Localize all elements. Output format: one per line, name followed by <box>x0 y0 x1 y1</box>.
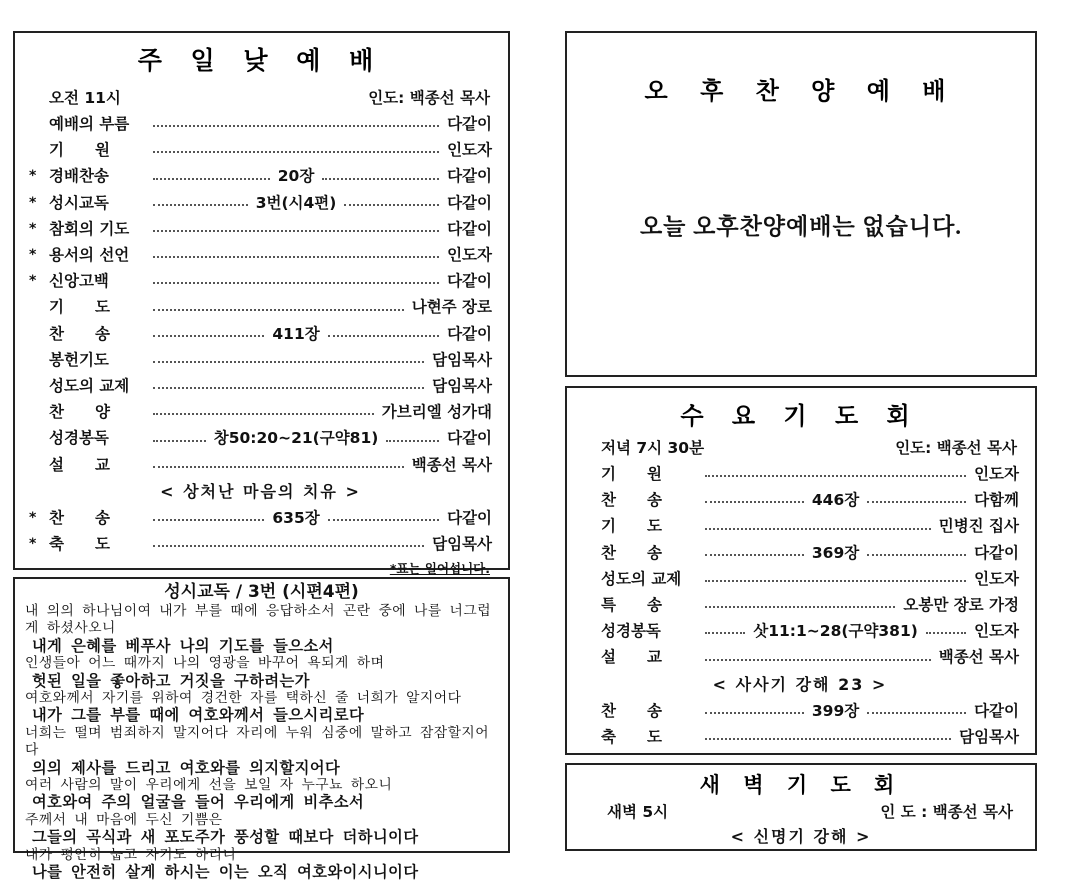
dawn-prayer-time: 새벽 5시 <box>607 803 669 821</box>
order-item-label: 기 도 <box>601 517 662 536</box>
stand-asterisk: * <box>29 194 37 211</box>
order-item-label: 성경봉독 <box>601 622 661 641</box>
order-row <box>29 321 492 347</box>
order-item-person: 인도자 <box>974 465 1019 483</box>
order-item-label: 찬 송 <box>601 543 662 562</box>
order-row <box>581 724 1019 750</box>
reading-line: 인생들아 어느 때까지 나의 영광을 바꾸어 욕되게 하며 <box>25 655 385 672</box>
sunday-worship-title: 주 일 낮 예 배 <box>137 46 384 75</box>
order-item-person: 다같이 <box>447 167 492 186</box>
order-item-person: 다같이 <box>447 324 492 343</box>
order-item-person: 민병진 집사 <box>938 517 1019 536</box>
dotted-leader <box>705 580 966 582</box>
order-row <box>581 487 1019 513</box>
order-item-person: 다같이 <box>447 272 492 291</box>
order-item-label: 찬 송 <box>601 701 662 720</box>
order-item-person: 다같이 <box>974 701 1019 720</box>
wednesday-prayer-title: 수 요 기 도 회 <box>680 402 920 430</box>
order-item-person: 다같이 <box>447 115 492 133</box>
order-item-person: 다같이 <box>447 193 492 212</box>
reading-line: 여호와께서 자기를 위하여 경건한 자를 택하신 줄 너희가 알지어다 <box>25 690 462 707</box>
reading-line: 내가 그를 부를 때에 여호와께서 들으시리로다 <box>32 706 365 725</box>
order-item-label: 설 교 <box>49 455 110 474</box>
wednesday-prayer-leader: 인도: 백종선 목사 <box>895 439 1017 457</box>
order-item-person: 다같이 <box>447 429 493 448</box>
stand-asterisk: * <box>29 509 37 526</box>
order-row <box>29 347 492 373</box>
order-item-label: 기 원 <box>49 141 110 160</box>
responsive-reading-title: 성시교독 / 3번 (시편4편) <box>164 582 359 602</box>
order-item-label: 찬 양 <box>49 403 110 422</box>
order-item-person: 인도자 <box>447 141 492 160</box>
reading-line: 그들의 곡식과 새 포도주가 풍성할 때보다 더하니이다 <box>32 828 419 847</box>
order-row <box>581 566 1019 592</box>
sunday-worship-header-row <box>29 85 492 111</box>
order-item-label: 용서의 선언 <box>49 246 130 265</box>
sermon-title-line: < 사사기 강해 23 > <box>712 674 888 694</box>
wednesday-prayer-time: 저녁 7시 30분 <box>601 439 705 457</box>
dotted-leader <box>705 606 895 608</box>
dotted-leader <box>867 554 966 556</box>
order-item-label: 성도의 교제 <box>49 377 130 396</box>
order-item-label: 성경봉독 <box>49 429 109 448</box>
dotted-leader <box>153 466 404 468</box>
dotted-leader <box>153 204 248 206</box>
reading-line: 너희는 떨며 범죄하지 말지어다 자리에 누워 심중에 말하고 잠잠할지어다 <box>25 724 490 759</box>
dotted-leader <box>153 545 424 547</box>
order-row <box>29 268 492 294</box>
dotted-leader <box>153 151 439 153</box>
dotted-leader <box>705 712 804 714</box>
order-row <box>29 137 492 163</box>
wednesday-prayer-header-row <box>581 435 1019 461</box>
responsive-reading-lines <box>25 603 498 882</box>
dotted-leader <box>153 413 374 415</box>
order-item-person: 다같이 <box>974 543 1019 562</box>
order-item-person: 담임목사 <box>432 377 492 396</box>
wednesday-prayer-panel <box>565 386 1037 755</box>
order-row <box>581 540 1019 566</box>
order-row <box>29 111 492 137</box>
order-item-detail: 삿11:1~28(구약381) <box>753 622 918 641</box>
dotted-leader <box>328 519 439 521</box>
wednesday-prayer-order-list <box>581 461 1019 750</box>
dotted-leader <box>153 309 404 311</box>
dotted-leader <box>867 712 966 714</box>
dotted-leader <box>386 440 439 442</box>
order-item-detail: 369장 <box>811 543 860 562</box>
dawn-prayer-header-row <box>583 800 1019 824</box>
order-item-label: 찬 송 <box>601 491 662 510</box>
order-item-label: 신앙고백 <box>49 272 109 291</box>
order-row <box>29 373 492 399</box>
dotted-leader <box>344 204 439 206</box>
order-item-person: 다같이 <box>447 508 492 527</box>
dotted-leader <box>153 178 270 180</box>
afternoon-worship-panel <box>565 31 1037 377</box>
dotted-leader <box>153 519 264 521</box>
order-item-label: 참회의 기도 <box>49 219 130 238</box>
reading-line: 주께서 내 마음에 두신 기쁨은 <box>25 811 223 828</box>
order-item-detail: 411장 <box>272 324 320 343</box>
dotted-leader <box>705 738 951 740</box>
reading-line: 내게 은혜를 베푸사 나의 기도를 들으소서 <box>32 636 334 655</box>
order-item-label: 설 교 <box>601 648 662 667</box>
dotted-leader <box>153 282 439 284</box>
dawn-prayer-leader: 인 도 : 백종선 목사 <box>880 803 1013 821</box>
dotted-leader <box>153 335 264 337</box>
dotted-leader <box>705 659 931 661</box>
dotted-leader <box>705 501 804 503</box>
reading-line: 내가 평안히 눕고 자기도 하리니 <box>25 846 237 863</box>
order-item-label: 경배찬송 <box>49 167 109 186</box>
order-row <box>29 190 492 216</box>
order-item-person: 인도자 <box>974 622 1020 641</box>
order-row <box>29 163 492 189</box>
sunday-worship-time: 오전 11시 <box>49 89 121 107</box>
stand-asterisk: * <box>29 536 37 553</box>
dotted-leader <box>153 125 439 127</box>
stand-asterisk: * <box>29 168 37 185</box>
reading-line: 여러 사람의 말이 우리에게 선을 보일 자 누구뇨 하오니 <box>25 777 393 794</box>
dotted-leader <box>153 440 206 442</box>
reading-line: 내 의의 하나님이여 내가 부를 때에 응답하소서 곤란 중에 나를 너그럽게 하셨사오니 <box>25 603 492 637</box>
dotted-leader <box>153 361 424 363</box>
order-item-label: 성시교독 <box>49 193 109 212</box>
sermon-title-line: < 상처난 마음의 치유 > <box>160 481 361 501</box>
order-row <box>29 399 492 425</box>
order-item-person: 담임목사 <box>432 350 492 369</box>
order-item-detail: 3번(시4편) <box>255 193 337 212</box>
order-item-person: 담임목사 <box>432 535 492 554</box>
order-item-label: 찬 송 <box>49 508 110 527</box>
order-item-person: 인도자 <box>447 246 492 265</box>
sunday-worship-leader: 인도: 백종선 목사 <box>368 89 490 107</box>
dawn-prayer-title: 새 벽 기 도 회 <box>699 773 903 797</box>
dotted-leader <box>705 475 966 477</box>
dawn-prayer-sermon-series: < 신명기 강해 > <box>730 827 872 846</box>
stand-asterisk: * <box>29 247 37 264</box>
order-item-label: 봉헌기도 <box>49 350 109 369</box>
order-item-label: 예배의 부름 <box>49 115 130 133</box>
dotted-leader <box>153 230 439 232</box>
sunday-worship-panel <box>13 31 510 577</box>
order-item-detail: 창50:20~21(구약81) <box>213 429 379 448</box>
order-row <box>29 294 492 320</box>
order-item-label: 축 도 <box>49 535 110 554</box>
order-item-person: 백종선 목사 <box>411 455 492 474</box>
reading-line: 나를 안전히 살게 하시는 이는 오직 여호와이시니이다 <box>32 863 419 882</box>
order-item-label: 특 송 <box>601 596 662 615</box>
order-row <box>29 452 492 478</box>
order-item-person: 오봉만 장로 가정 <box>903 596 1019 615</box>
order-row <box>29 531 492 557</box>
order-item-label: 축 도 <box>601 727 662 746</box>
order-item-person: 다함께 <box>974 491 1019 510</box>
order-item-detail: 399장 <box>811 701 860 720</box>
dotted-leader <box>153 387 424 389</box>
order-item-person: 담임목사 <box>959 727 1019 746</box>
order-row <box>581 698 1019 724</box>
dotted-leader <box>322 178 439 180</box>
order-item-label: 기 도 <box>49 298 110 317</box>
order-item-person: 백종선 목사 <box>938 648 1019 667</box>
order-row <box>29 242 492 268</box>
stand-asterisk: * <box>29 273 37 290</box>
dotted-leader <box>867 501 966 503</box>
dotted-leader <box>705 554 804 556</box>
stand-note: *표는 일어섭니다. <box>389 561 490 577</box>
afternoon-worship-cancelled-message: 오늘 오후찬양예배는 없습니다. <box>639 214 963 239</box>
order-item-person: 인도자 <box>974 569 1019 588</box>
dawn-prayer-panel <box>565 763 1037 851</box>
reading-line: 헛된 일을 좋아하고 거짓을 구하려는가 <box>32 671 310 690</box>
dotted-leader <box>705 528 931 530</box>
dotted-leader <box>705 632 745 634</box>
dotted-leader <box>153 256 439 258</box>
order-item-label: 기 원 <box>601 465 662 483</box>
reading-line: 의의 제사를 드리고 여호와를 의지할지어다 <box>32 758 341 777</box>
stand-asterisk: * <box>29 220 37 237</box>
dotted-leader <box>328 335 439 337</box>
order-item-label: 성도의 교제 <box>601 569 682 588</box>
responsive-reading-panel <box>13 577 510 882</box>
order-row <box>29 216 492 242</box>
afternoon-worship-title: 오 후 찬 양 예 배 <box>644 77 958 105</box>
reading-line: 여호와여 주의 얼굴을 들어 우리에게 비추소서 <box>32 793 365 812</box>
order-item-detail: 446장 <box>811 491 860 510</box>
order-item-person: 나현주 장로 <box>411 298 492 317</box>
order-item-detail: 20장 <box>277 167 315 186</box>
order-row <box>581 618 1019 644</box>
order-row <box>581 644 1019 670</box>
order-row <box>581 592 1019 618</box>
order-item-person: 다같이 <box>447 219 492 238</box>
order-item-label: 찬 송 <box>49 324 110 343</box>
order-row <box>581 461 1019 487</box>
order-row <box>29 505 492 531</box>
order-item-person: 가브리엘 성가대 <box>381 403 492 422</box>
order-row <box>581 513 1019 539</box>
order-row <box>29 425 492 451</box>
sunday-worship-order-list <box>29 111 492 557</box>
order-item-detail: 635장 <box>272 508 320 527</box>
dotted-leader <box>926 632 966 634</box>
